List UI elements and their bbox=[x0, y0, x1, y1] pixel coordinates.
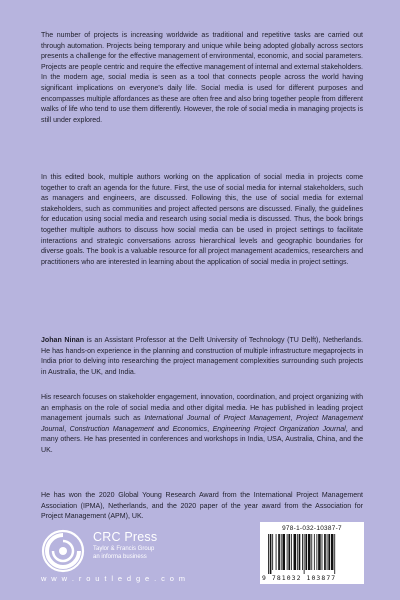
barcode-bar bbox=[276, 534, 277, 570]
barcode-bar bbox=[305, 534, 307, 570]
publisher-subtitle bbox=[93, 546, 154, 561]
barcode-bar bbox=[288, 534, 290, 570]
barcode-bar bbox=[316, 534, 317, 570]
publisher-name: CRC Press bbox=[93, 530, 158, 544]
barcode-bar bbox=[287, 534, 288, 570]
barcode-bar bbox=[278, 534, 280, 570]
journal-title: Construction Management and Economics bbox=[69, 425, 208, 433]
barcode-bar bbox=[311, 534, 312, 570]
separator: , bbox=[64, 425, 70, 433]
barcode-bar bbox=[318, 534, 321, 570]
research-paragraph bbox=[41, 393, 363, 457]
barcode-bar bbox=[304, 534, 305, 574]
author-bio-text: is an Assistant Professor at the Delft University of Technology (TU Delft), Netherlands. He has hands-on experience in the planning and construction of multiple infrastructure megaprojects in India prior to delving into researching the project management complexities surrounding such projects in Australia, the UK, and India. bbox=[41, 337, 363, 376]
author-bio-paragraph bbox=[41, 336, 363, 378]
paragraph-text bbox=[41, 393, 363, 457]
barcode-digits: 9 781032 103877 bbox=[262, 574, 337, 582]
paragraph-text: He has won the 2020 Global Young Research Award from the International Project Management Association (IPMA), Netherlands, and the 2020 paper of the year award from the Association for Project Management (APM), UK. bbox=[41, 492, 363, 521]
paragraph-text bbox=[41, 336, 363, 378]
isbn-number: 978-1-032-10387-7 bbox=[282, 525, 342, 532]
barcode-bar bbox=[282, 534, 285, 570]
barcode-bar bbox=[268, 534, 269, 574]
separator: , bbox=[207, 425, 213, 433]
barcode-bar bbox=[281, 534, 282, 570]
barcode-bar bbox=[324, 534, 326, 570]
barcode-bar bbox=[314, 534, 315, 570]
barcode-bar bbox=[322, 534, 323, 570]
barcode-bar bbox=[270, 534, 272, 574]
barcode-bar bbox=[308, 534, 311, 570]
barcode-bar bbox=[334, 534, 335, 574]
crc-press-logo-icon bbox=[41, 529, 85, 573]
separator: , bbox=[290, 415, 297, 423]
journal-title: Project Management Journal bbox=[41, 415, 363, 433]
publisher-url: w w w . r o u t l e d g e . c o m bbox=[41, 574, 187, 583]
research-text: , and many others. He has presented in conferences and workshops in India, USA, Australia, China, and the UK. bbox=[41, 425, 363, 454]
barcode-bar bbox=[272, 534, 273, 570]
journal-title: International Journal of Project Management bbox=[144, 415, 291, 423]
publisher-group: Taylor & Francis Group bbox=[93, 546, 155, 552]
publisher-logo bbox=[41, 527, 201, 583]
description-paragraph-1 bbox=[41, 31, 363, 126]
award-paragraph bbox=[41, 491, 363, 523]
publisher-tagline: an informa business bbox=[93, 553, 147, 560]
paragraph-text: In this edited book, multiple authors working on the application of social media in projects come together to craft an agenda for the future. First, the use of social media for internal stakeholders, such as managers and engineers, are discussed. Following this, the use of social media for external stakeholders, such as communities and project affected persons are discussed. Finally, the guidelines for education using social media and research using social media is discussed. Thus, the book brings together multiple authors to discuss how social media can be used in project settings to facilitate interactions and strategic conversations across hierarchical levels and geographic boundaries for diverse goals. The book is a valuable resource for all project management academics, researchers and practitioners who are interested in learning about the application of social media in project settings. bbox=[41, 174, 363, 266]
barcode-bar bbox=[294, 534, 297, 570]
paragraph-text: The number of projects is increasing worldwide as traditional and repetitive tasks are carried out through automation. Projects being temporary and unique while being adopted globally across sectors presents a challenge for the effective management of environmental, economic, and social parameters. Projects are people centric and require the effective management of internal and external stakeholders. In the modern age, social media is seen as a tool that connects people across the world having significant implications on everyone's daily life. Social media is used for different purposes and encompasses multiple affordances as these are often free and also bring together people from different walks of life who tend to use them differently. However, the role of social media in managing projects is still under explored. bbox=[41, 32, 363, 124]
barcode-bars bbox=[264, 534, 360, 574]
author-name: Johan Ninan bbox=[41, 337, 84, 344]
barcode-bar bbox=[331, 534, 334, 570]
isbn-barcode bbox=[260, 522, 364, 584]
barcode-bar bbox=[328, 534, 330, 570]
journal-title: Engineering Project Organization Journal bbox=[212, 425, 346, 433]
barcode-bar bbox=[291, 534, 292, 570]
barcode-bar bbox=[297, 534, 298, 570]
barcode-bar bbox=[327, 534, 328, 570]
barcode-bar bbox=[299, 534, 301, 570]
barcode-bar bbox=[302, 534, 303, 570]
description-paragraph-2 bbox=[41, 173, 363, 268]
research-text: His research focuses on stakeholder engagement, innovation, coordination, and project organizing with an emphasis on the role of social media and other digital media. He has published in leading project management journals such as bbox=[41, 394, 363, 423]
